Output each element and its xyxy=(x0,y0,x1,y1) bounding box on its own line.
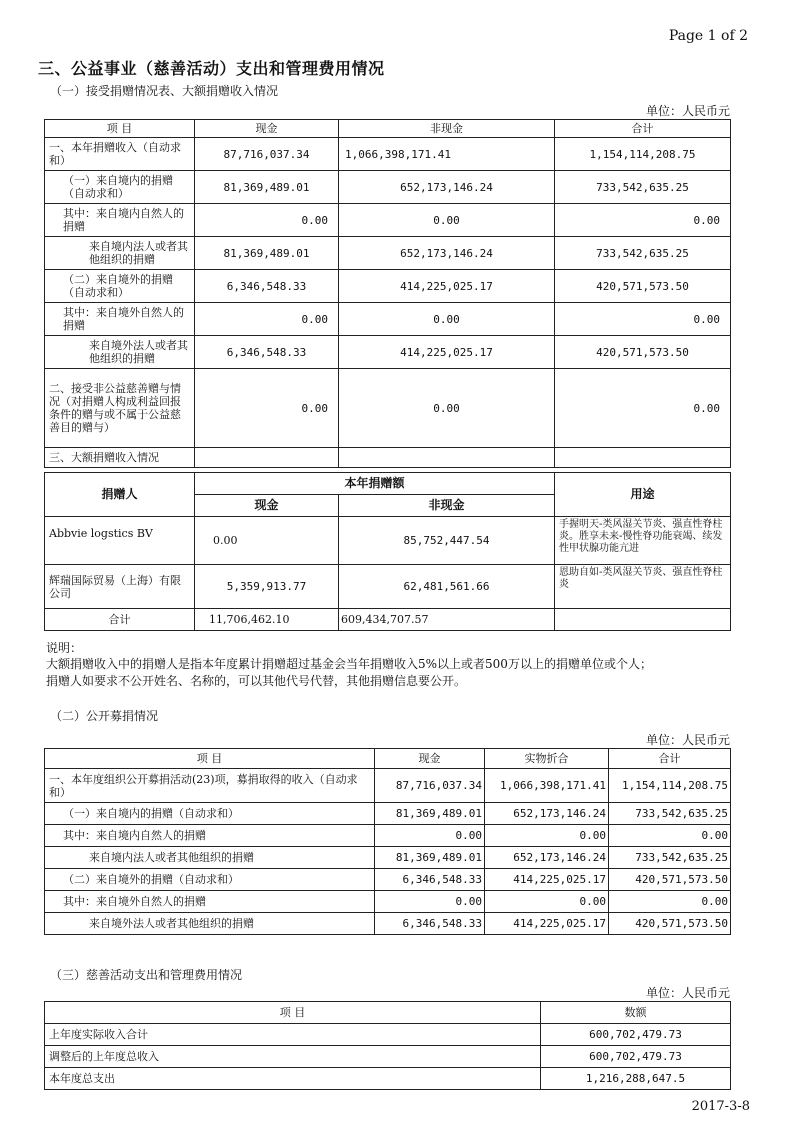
total-row xyxy=(45,609,731,631)
table-row xyxy=(45,1046,731,1068)
cash-value: 81,369,489.01 xyxy=(375,803,485,825)
purpose-text: 手握明天-类风湿关节炎、强直性脊柱炎。胜享未来-慢性脊功能衰竭、续发性甲状腺功能亢进 xyxy=(555,517,731,565)
cash-value: 0.00 xyxy=(195,517,339,565)
note-line: 大额捐赠收入中的捐赠人是指本年度累计捐赠超过基金会当年捐赠收入5%以上或者500万以上的捐赠单位或个人； xyxy=(46,657,652,671)
table-row xyxy=(45,1068,731,1090)
total-value: 0.00 xyxy=(609,825,731,847)
page-number: Page 1 of 2 xyxy=(668,28,748,44)
table-row xyxy=(45,369,731,448)
page-title: 三、公益事业（慈善活动）支出和管理费用情况 xyxy=(38,59,385,78)
table-row xyxy=(45,769,731,803)
noncash-value: 85,752,447.54 xyxy=(339,517,555,565)
cash-value: 0.00 xyxy=(195,369,339,448)
col-header-amount: 数额 xyxy=(541,1002,731,1024)
inkind-value: 414,225,025.17 xyxy=(485,869,609,891)
print-date: 2017-3-8 xyxy=(691,1099,750,1114)
col-header-amount-group: 本年捐赠额 xyxy=(195,473,555,495)
noncash-value: 652,173,146.24 xyxy=(339,171,555,204)
total-value: 0.00 xyxy=(609,891,731,913)
total-value: 0.00 xyxy=(555,204,731,237)
cash-value: 0.00 xyxy=(195,303,339,336)
total-value: 1,154,114,208.75 xyxy=(609,769,731,803)
noncash-value: 62,481,561.66 xyxy=(339,565,555,609)
table-row xyxy=(45,270,731,303)
table-row xyxy=(45,138,731,171)
col-header-cash: 现金 xyxy=(375,749,485,769)
cash-value: 6,346,548.33 xyxy=(195,336,339,369)
noncash-value: 1,066,398,171.41 xyxy=(339,138,555,171)
total-value: 420,571,573.50 xyxy=(609,913,731,935)
cash-value: 0.00 xyxy=(195,204,339,237)
row-label: 三、大额捐赠收入情况 xyxy=(45,448,195,468)
row-label: 其中：来自境内自然人的捐赠 xyxy=(45,825,375,847)
row-label: 二、接受非公益慈善赠与情况（对捐赠人构成利益回报条件的赠与或不属于公益慈善目的赠与） xyxy=(45,369,195,448)
table-row xyxy=(45,825,731,847)
table-header-row xyxy=(45,120,731,138)
cash-value: 81,369,489.01 xyxy=(195,171,339,204)
table-row xyxy=(45,891,731,913)
row-label: （一）来自境内的捐赠（自动求和） xyxy=(45,803,375,825)
row-label: 其中：来自境内自然人的捐赠 xyxy=(45,204,195,237)
col-header-noncash: 非现金 xyxy=(339,495,555,517)
cash-value: 6,346,548.33 xyxy=(375,869,485,891)
row-label: 其中：来自境外自然人的捐赠 xyxy=(45,891,375,913)
row-label: 上年度实际收入合计 xyxy=(45,1024,541,1046)
row-label: 来自境外法人或者其他组织的捐赠 xyxy=(45,913,375,935)
table-row xyxy=(45,517,731,565)
row-label: 来自境内法人或者其他组织的捐赠 xyxy=(45,237,195,270)
table-row xyxy=(45,336,731,369)
empty-cell xyxy=(195,448,339,468)
inkind-value: 414,225,025.17 xyxy=(485,913,609,935)
table-row xyxy=(45,448,731,468)
noncash-value: 414,225,025.17 xyxy=(339,336,555,369)
inkind-value: 0.00 xyxy=(485,891,609,913)
col-header-noncash: 非现金 xyxy=(339,120,555,138)
row-label: 一、本年度组织公开募捐活动(23)项，募捐取得的收入（自动求和） xyxy=(45,769,375,803)
inkind-value: 652,173,146.24 xyxy=(485,803,609,825)
row-label: （二）来自境外的捐赠（自动求和） xyxy=(45,869,375,891)
empty-cell xyxy=(555,448,731,468)
table-row xyxy=(45,847,731,869)
col-header-donor: 捐赠人 xyxy=(45,473,195,517)
inkind-value: 652,173,146.24 xyxy=(485,847,609,869)
row-label: 调整后的上年度总收入 xyxy=(45,1046,541,1068)
expenditure-table xyxy=(44,1001,731,1090)
col-header-total: 合计 xyxy=(609,749,731,769)
cash-value: 0.00 xyxy=(375,891,485,913)
total-value: 420,571,573.50 xyxy=(555,270,731,303)
col-header-item: 项 目 xyxy=(45,749,375,769)
purpose-text: 恩助自如-类风湿关节炎、强直性脊柱炎 xyxy=(555,565,731,609)
amount-value: 600,702,479.73 xyxy=(541,1024,731,1046)
row-label: （二）来自境外的捐赠（自动求和） xyxy=(45,270,195,303)
table-row xyxy=(45,1024,731,1046)
col-header-inkind: 实物折合 xyxy=(485,749,609,769)
col-header-purpose: 用途 xyxy=(555,473,731,517)
table-row xyxy=(45,803,731,825)
table-row xyxy=(45,303,731,336)
cash-value: 5,359,913.77 xyxy=(195,565,339,609)
cash-value: 6,346,548.33 xyxy=(375,913,485,935)
note-line: 捐赠人如要求不公开姓名、名称的，可以其他代号代替，其他捐赠信息要公开。 xyxy=(46,674,467,688)
empty-cell xyxy=(339,448,555,468)
total-value: 0.00 xyxy=(555,303,731,336)
col-header-item: 项 目 xyxy=(45,120,195,138)
row-label: 其中：来自境外自然人的捐赠 xyxy=(45,303,195,336)
noncash-value: 0.00 xyxy=(339,369,555,448)
total-label: 合计 xyxy=(45,609,195,631)
row-label: 一、本年捐赠收入（自动求和） xyxy=(45,138,195,171)
section3-unit: 单位：人民币元 xyxy=(645,986,730,1000)
total-purpose xyxy=(555,609,731,631)
donor-name: 辉瑞国际贸易（上海）有限公司 xyxy=(45,565,195,609)
noncash-value: 0.00 xyxy=(339,303,555,336)
noncash-value: 0.00 xyxy=(339,204,555,237)
amount-value: 1,216,288,647.5 xyxy=(541,1068,731,1090)
cash-value: 87,716,037.34 xyxy=(375,769,485,803)
cash-value: 6,346,548.33 xyxy=(195,270,339,303)
table-row xyxy=(45,237,731,270)
cash-value: 81,369,489.01 xyxy=(195,237,339,270)
total-value: 733,542,635.25 xyxy=(555,237,731,270)
col-header-cash: 现金 xyxy=(195,120,339,138)
cash-value: 81,369,489.01 xyxy=(375,847,485,869)
table-row xyxy=(45,565,731,609)
table-row xyxy=(45,204,731,237)
row-label: （一）来自境内的捐赠（自动求和） xyxy=(45,171,195,204)
note-label: 说明： xyxy=(46,641,83,655)
row-label: 本年度总支出 xyxy=(45,1068,541,1090)
noncash-value: 414,225,025.17 xyxy=(339,270,555,303)
amount-value: 600,702,479.73 xyxy=(541,1046,731,1068)
total-noncash: 609,434,707.57 xyxy=(339,609,555,631)
row-label: 来自境外法人或者其他组织的捐赠 xyxy=(45,336,195,369)
total-value: 733,542,635.25 xyxy=(609,803,731,825)
col-header-total: 合计 xyxy=(555,120,731,138)
inkind-value: 0.00 xyxy=(485,825,609,847)
cash-value: 87,716,037.34 xyxy=(195,138,339,171)
table-row xyxy=(45,913,731,935)
table-row xyxy=(45,869,731,891)
table-row xyxy=(45,171,731,204)
row-label: 来自境内法人或者其他组织的捐赠 xyxy=(45,847,375,869)
cash-value: 0.00 xyxy=(375,825,485,847)
donation-table xyxy=(44,119,731,468)
noncash-value: 652,173,146.24 xyxy=(339,237,555,270)
total-value: 1,154,114,208.75 xyxy=(555,138,731,171)
total-value: 0.00 xyxy=(555,369,731,448)
col-header-item: 项 目 xyxy=(45,1002,541,1024)
public-fundraising-table xyxy=(44,748,731,935)
large-donation-table xyxy=(44,472,731,631)
section2-unit: 单位：人民币元 xyxy=(645,733,730,747)
inkind-value: 1,066,398,171.41 xyxy=(485,769,609,803)
donor-name: Abbvie logstics BV xyxy=(45,517,195,565)
table-header-row xyxy=(45,749,731,769)
col-header-cash: 现金 xyxy=(195,495,339,517)
total-value: 733,542,635.25 xyxy=(555,171,731,204)
section3-subtitle: （三）慈善活动支出和管理费用情况 xyxy=(50,968,243,982)
total-value: 420,571,573.50 xyxy=(555,336,731,369)
total-value: 733,542,635.25 xyxy=(609,847,731,869)
total-cash: 11,706,462.10 xyxy=(195,609,339,631)
section1-unit: 单位：人民币元 xyxy=(645,104,730,118)
section2-subtitle: （二）公开募捐情况 xyxy=(50,709,159,723)
total-value: 420,571,573.50 xyxy=(609,869,731,891)
table-header-row xyxy=(45,1002,731,1024)
section1-subtitle: （一）接受捐赠情况表、大额捐赠收入情况 xyxy=(50,84,279,98)
